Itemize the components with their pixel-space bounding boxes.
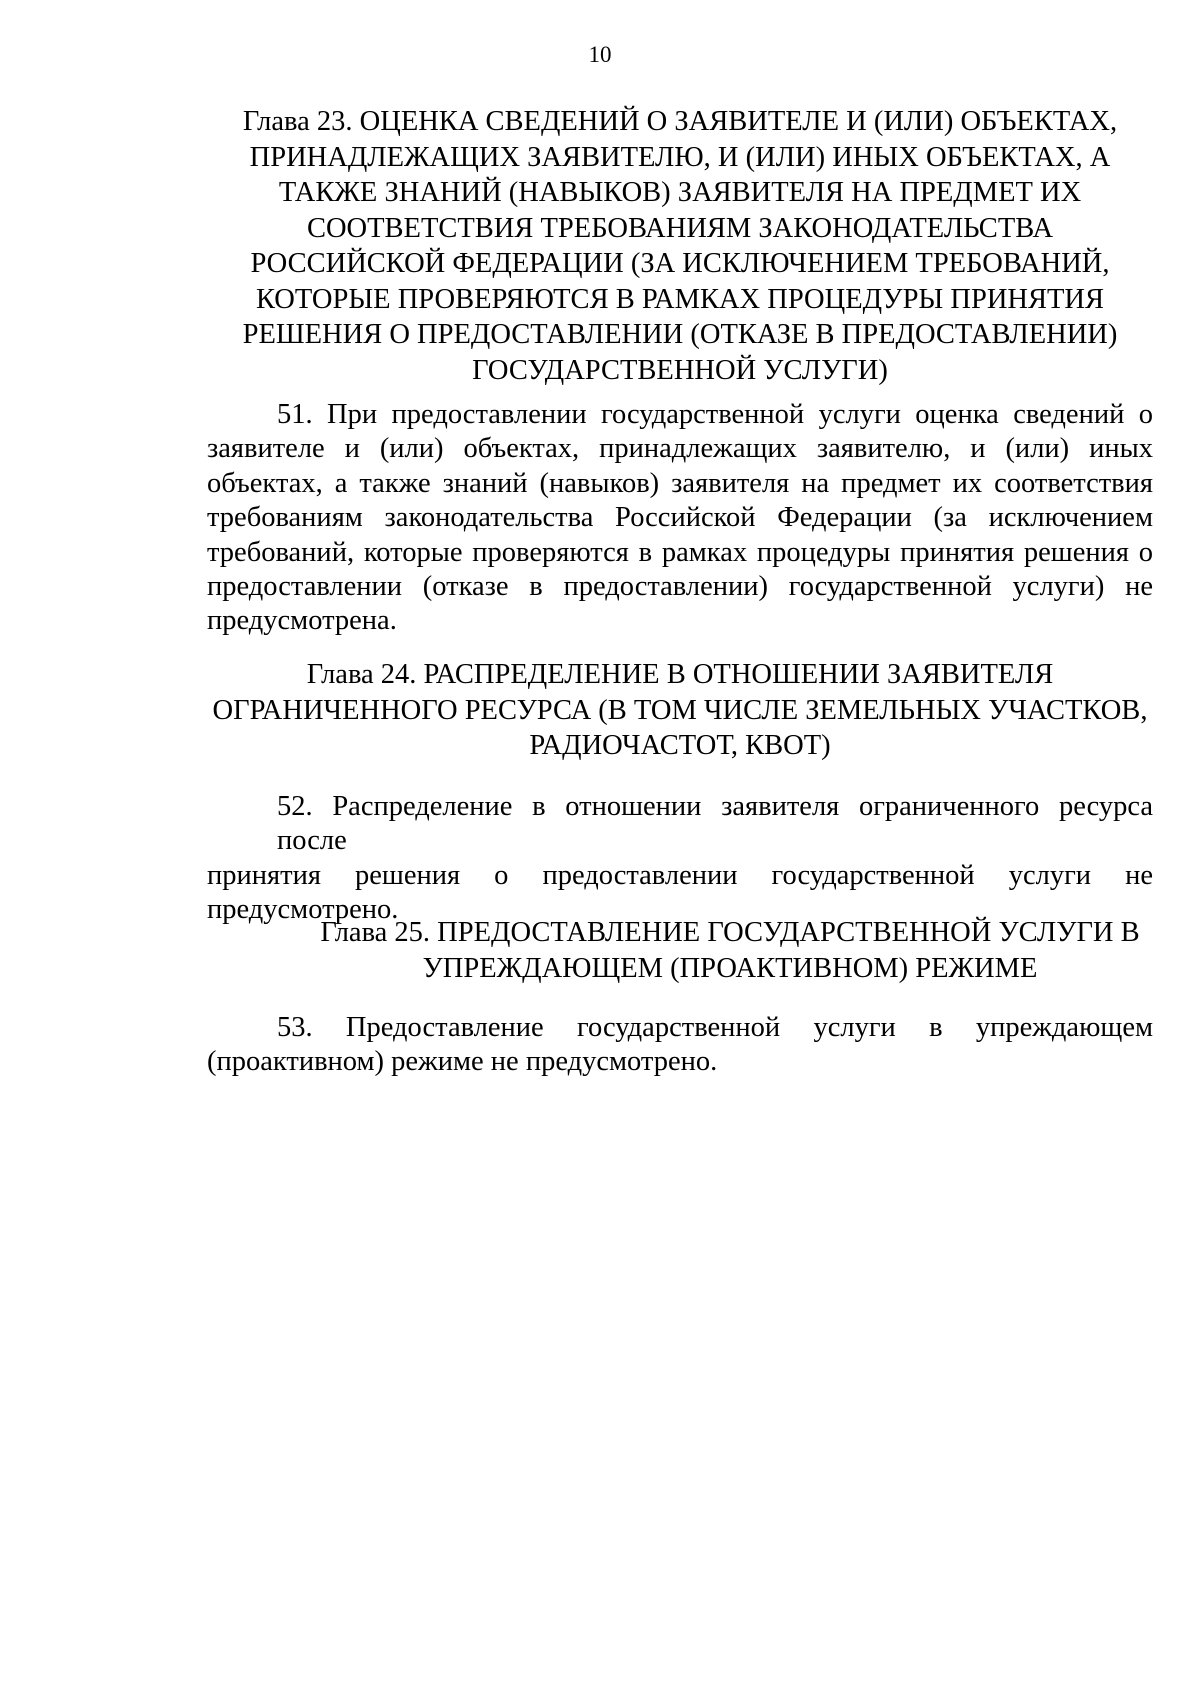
paragraph-line: 51. При предоставлении государственной услуги оценка сведений о [277,399,1153,430]
heading-line: ПРИНАДЛЕЖАЩИХ ЗАЯВИТЕЛЮ, И (ИЛИ) ИНЫХ ОБЪЕКТАХ, А [249,141,1111,173]
paragraph-line: заявителе и (или) объектах, принадлежащих заявителю, и (или) иных [207,433,1153,465]
paragraph-line: предусмотрена. [207,605,397,637]
chapter-25-heading [270,915,1190,986]
paragraph-53 [207,1011,1153,1080]
heading-line: ГОСУДАРСТВЕННОЙ УСЛУГИ) [472,354,888,386]
paragraph-line: 53. Предоставление государственной услуги в упреждающем [277,1012,1153,1043]
chapter-23-heading [200,104,1160,388]
heading-line: Глава 24. РАСПРЕДЕЛЕНИЕ В ОТНОШЕНИИ ЗАЯВИТЕЛЯ [306,659,1054,690]
paragraph-line: (проактивном) режиме не предусмотрено. [207,1046,718,1078]
paragraph-line: 52. Распределение в отношении заявителя ограниченного ресурса после [277,791,1153,857]
paragraph-line: предусмотрено. [207,894,399,926]
heading-line: ОГРАНИЧЕННОГО РЕСУРСА (В ТОМ ЧИСЛЕ ЗЕМЕЛЬНЫХ УЧАСТКОВ, [212,694,1148,726]
paragraph-line: принятия решения о предоставлении государственной услуги не [207,859,1153,891]
paragraph-line: объектах, а также знаний (навыков) заявителя на предмет их соответствия [207,467,1153,499]
heading-line: ТАКЖЕ ЗНАНИЙ (НАВЫКОВ) ЗАЯВИТЕЛЯ НА ПРЕДМЕТ ИХ [278,177,1082,208]
paragraph-51 [207,398,1153,639]
heading-line: УПРЕЖДАЮЩЕМ (ПРОАКТИВНОМ) РЕЖИМЕ [422,952,1038,984]
heading-line: Глава 23. ОЦЕНКА СВЕДЕНИЙ О ЗАЯВИТЕЛЕ И (ИЛИ) ОБЪЕКТАХ, [242,106,1118,137]
heading-line: СООТВЕТСТВИЯ ТРЕБОВАНИЯМ ЗАКОНОДАТЕЛЬСТВА [306,212,1054,244]
chapter-24-heading [200,657,1160,764]
paragraph-line: предоставлении (отказе в предоставлении) государственной услуги) не [207,571,1153,603]
heading-line: РАДИОЧАСТОТ, КВОТ) [529,730,831,761]
heading-line: Глава 25. ПРЕДОСТАВЛЕНИЕ ГОСУДАРСТВЕННОЙ УСЛУГИ В [320,917,1140,948]
page-number: 10 [588,42,612,67]
paragraph-52 [207,790,1153,928]
heading-line: РЕШЕНИЯ О ПРЕДОСТАВЛЕНИИ (ОТКАЗЕ В ПРЕДОСТАВЛЕНИИ) [242,319,1118,350]
paragraph-line: требованиям законодательства Российской Федерации (за исключением [207,502,1153,534]
heading-line: КОТОРЫЕ ПРОВЕРЯЮТСЯ В РАМКАХ ПРОЦЕДУРЫ ПРИНЯТИЯ [255,283,1105,315]
heading-line: РОССИЙСКОЙ ФЕДЕРАЦИИ (ЗА ИСКЛЮЧЕНИЕМ ТРЕБОВАНИЙ, [250,248,1110,279]
paragraph-line: требований, которые проверяются в рамках процедуры принятия решения о [207,536,1153,568]
